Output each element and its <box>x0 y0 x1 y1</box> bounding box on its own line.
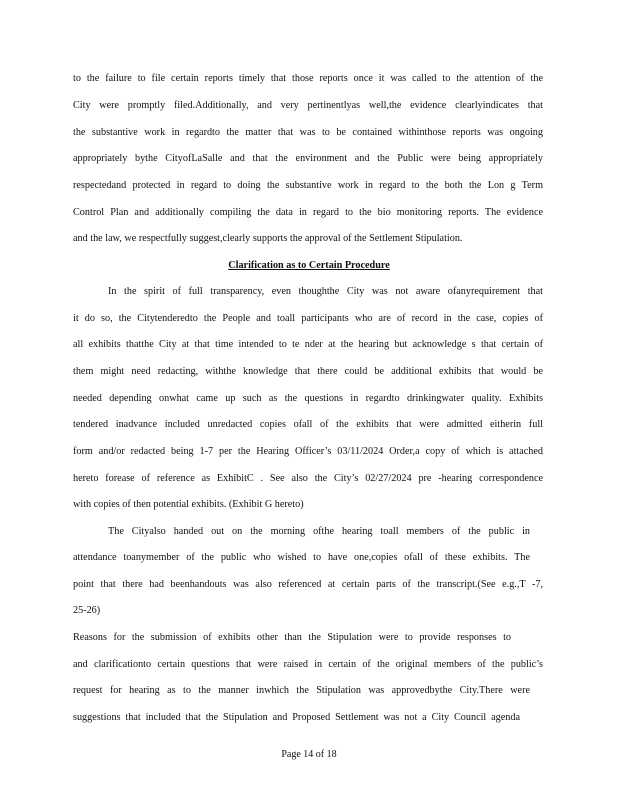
text-line: respectedand protected in regard to doing the substantive work in regard to the both the Lon g Term <box>73 180 543 191</box>
text-line: them might need redacting, withthe knowledge that there could be additional exhibits that would be <box>73 366 543 377</box>
text-line: suggestions that included that the Stipulation and Proposed Settlement was not a City Council agenda <box>73 712 520 723</box>
text-line: it do so, the Citytenderedto the People and toall participants who are of record in the case, copies of <box>73 313 543 324</box>
text-line: request for hearing as to the manner inwhich the Stipulation was approvedbythe City.There were <box>73 685 530 696</box>
text-line: and clarificationto certain questions that were raised in certain of the original members of the public’s <box>73 659 543 670</box>
text-line: In the spirit of full transparency, even thoughthe City was not aware ofanyrequirement that <box>108 286 543 297</box>
text-line: attendance toanymember of the public who wished to have one,copies ofall of these exhibits. The <box>73 552 530 563</box>
text-line: hereto forease of reference as ExhibitC . See also the City’s 02/27/2024 pre -hearing correspondence <box>73 473 543 484</box>
text-line: Reasons for the submission of exhibits other than the Stipulation were to provide responses to <box>73 632 511 643</box>
section-heading <box>0 259 618 273</box>
text-line: appropriately bythe CityofLaSalle and that the environment and the Public were being appropriately <box>73 153 543 164</box>
text-line: tendered inadvance included unredacted copies ofall of the exhibits that were admitted eitherin full <box>73 419 543 430</box>
text-line: and the law, we respectfully suggest,clearly supports the approval of the Settlement Stipulation. <box>73 233 463 244</box>
text-line: City were promptly filed.Additionally, and very pertinentlyas well,the evidence clearlyindicates that <box>73 100 543 111</box>
text-line: The Cityalso handed out on the morning ofthe hearing toall members of the public in <box>108 526 530 537</box>
text-line: 25-26) <box>73 605 101 616</box>
text-line: point that there had beenhandouts was also referenced at certain parts of the transcript.(See e.g.,T -7, <box>73 579 543 590</box>
text-line: the substantive work in regardto the matter that was to be contained withinthose reports was ongoing <box>73 127 543 138</box>
text-line: Control Plan and additionally compiling the data in regard to the bio monitoring reports. The evidence <box>73 207 543 218</box>
page-number: Page 14 of 18 <box>281 749 337 760</box>
text-line: form and/or redacted being 1-7 per the Hearing Officer’s 03/11/2024 Order,a copy of which is attached <box>73 446 543 457</box>
text-line: to the failure to file certain reports timely that those reports once it was called to the attention of the <box>73 73 543 84</box>
text-line: needed depending onwhat came up such as the questions in regardto drinkingwater quality. Exhibits <box>73 393 543 404</box>
text-line: with copies of then potential exhibits. (Exhibit G hereto) <box>73 499 304 510</box>
section-heading-text: Clarification as to Certain Procedure <box>228 260 390 271</box>
text-line: all exhibits thatthe City at that time intended to te nder at the hearing but acknowledge s that certain of <box>73 339 543 350</box>
